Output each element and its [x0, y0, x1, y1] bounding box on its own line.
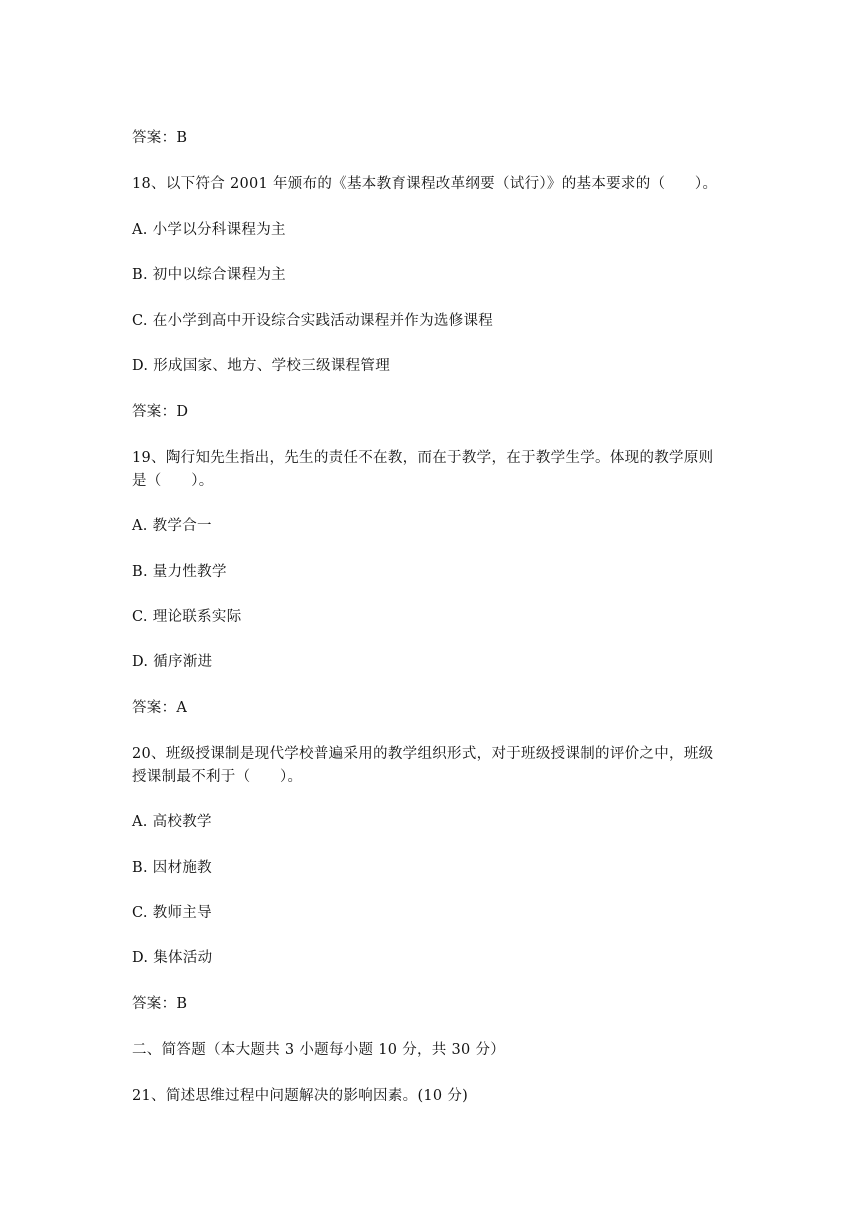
question-20-line1: 20、班级授课制是现代学校普遍采用的教学组织形式，对于班级授课制的评价之中，班级: [132, 746, 714, 762]
section-2-heading: 二、简答题（本大题共 3 小题每小题 10 分，共 30 分）: [132, 1042, 506, 1058]
answer-20: 答案：B: [132, 996, 188, 1012]
question-21: 21、简述思维过程中问题解决的影响因素。(10 分): [132, 1088, 469, 1104]
q18-option-c: C. 在小学到高中开设综合实践活动课程并作为选修课程: [132, 313, 494, 329]
q20-option-c: C. 教师主导: [132, 905, 212, 921]
answer-19: 答案：A: [132, 700, 188, 716]
q20-option-d: D. 集体活动: [132, 950, 213, 966]
q19-option-b: B. 量力性教学: [132, 564, 227, 580]
answer-17: 答案：B: [132, 130, 188, 146]
q20-option-a: A. 高校教学: [132, 814, 212, 830]
answer-18: 答案：D: [132, 404, 189, 420]
q18-option-d: D. 形成国家、地方、学校三级课程管理: [132, 358, 391, 374]
question-18: 18、以下符合 2001 年颁布的《基本教育课程改革纲要（试行）》的基本要求的（ ）。: [132, 176, 718, 192]
q18-option-a: A. 小学以分科课程为主: [132, 222, 286, 238]
question-19-line1: 19、陶行知先生指出，先生的责任不在教，而在于教学，在于教学生学。体现的教学原则: [132, 450, 714, 466]
question-19-line2: 是（ ）。: [132, 473, 214, 489]
question-20-line2: 授课制最不利于（ ）。: [132, 769, 303, 785]
q18-option-b: B. 初中以综合课程为主: [132, 267, 286, 283]
q19-option-c: C. 理论联系实际: [132, 609, 242, 625]
q19-option-d: D. 循序渐进: [132, 654, 213, 670]
q19-option-a: A. 教学合一: [132, 518, 212, 534]
q20-option-b: B. 因材施教: [132, 860, 212, 876]
